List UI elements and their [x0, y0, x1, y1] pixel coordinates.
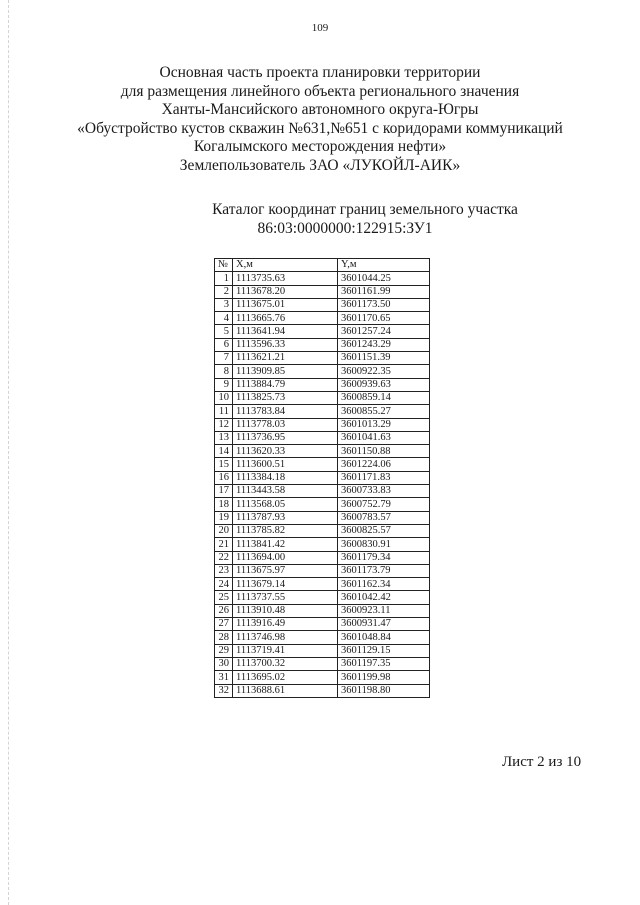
row-y: 3601257.24	[338, 325, 430, 338]
row-x: 1113746.98	[233, 631, 338, 644]
row-x: 1113679.14	[233, 578, 338, 591]
row-number: 27	[215, 618, 233, 631]
row-y: 3601041.63	[338, 431, 430, 444]
row-number: 25	[215, 591, 233, 604]
row-number: 7	[215, 352, 233, 365]
row-number: 8	[215, 365, 233, 378]
header-line: Ханты-Мансийского автономного округа-Югры	[161, 101, 479, 119]
table-row	[215, 391, 430, 404]
row-x: 1113910.48	[233, 604, 338, 617]
row-x: 1113675.97	[233, 564, 338, 577]
table-row	[215, 338, 430, 351]
row-x: 1113443.58	[233, 485, 338, 498]
header-line: Когалымского месторождения нефти»	[193, 138, 447, 156]
table-row	[215, 538, 430, 551]
header-line: для размещения линейного объекта регионального значения	[120, 82, 520, 100]
row-x: 1113737.55	[233, 591, 338, 604]
row-x: 1113568.05	[233, 498, 338, 511]
table-row	[215, 604, 430, 617]
row-number: 11	[215, 405, 233, 418]
sheet-number: Лист 2 из 10	[502, 754, 582, 770]
row-y: 3600830.91	[338, 538, 430, 551]
row-number: 15	[215, 458, 233, 471]
row-number: 19	[215, 511, 233, 524]
row-y: 3601171.83	[338, 471, 430, 484]
row-x: 1113916.49	[233, 618, 338, 631]
row-x: 1113641.94	[233, 325, 338, 338]
row-x: 1113736.95	[233, 431, 338, 444]
table-row	[215, 431, 430, 444]
catalog-parcel-number: 86:03:0000000:122915:ЗУ1	[257, 220, 433, 237]
row-number: 31	[215, 671, 233, 684]
row-y: 3601161.99	[338, 285, 430, 298]
table-row	[215, 298, 430, 311]
table-row	[215, 272, 430, 285]
row-number: 17	[215, 485, 233, 498]
row-number: 26	[215, 604, 233, 617]
row-y: 3600931.47	[338, 618, 430, 631]
row-x: 1113700.32	[233, 657, 338, 670]
row-y: 3601048.84	[338, 631, 430, 644]
row-number: 12	[215, 418, 233, 431]
row-x: 1113841.42	[233, 538, 338, 551]
row-x: 1113825.73	[233, 391, 338, 404]
row-y: 3600752.79	[338, 498, 430, 511]
row-y: 3600733.83	[338, 485, 430, 498]
row-number: 29	[215, 644, 233, 657]
catalog-title	[0, 200, 640, 238]
row-x: 1113719.41	[233, 644, 338, 657]
table-row	[215, 352, 430, 365]
row-x: 1113694.00	[233, 551, 338, 564]
row-number: 22	[215, 551, 233, 564]
table-row	[215, 458, 430, 471]
row-x: 1113688.61	[233, 684, 338, 697]
header-line: «Обустройство кустов скважин №631,№651 с коридорами коммуникаций	[77, 119, 563, 137]
table-row	[215, 325, 430, 338]
row-x: 1113678.20	[233, 285, 338, 298]
table-row	[215, 578, 430, 591]
header-line: Основная часть проекта планировки территории	[159, 64, 481, 81]
row-number: 2	[215, 285, 233, 298]
row-y: 3601197.35	[338, 657, 430, 670]
row-y: 3600825.57	[338, 524, 430, 537]
table-row	[215, 618, 430, 631]
row-y: 3601198.80	[338, 684, 430, 697]
row-x: 1113621.21	[233, 352, 338, 365]
table-row	[215, 551, 430, 564]
table-row	[215, 418, 430, 431]
table-row	[215, 644, 430, 657]
row-x: 1113596.33	[233, 338, 338, 351]
row-x: 1113735.63	[233, 272, 338, 285]
header-y: Y,м	[338, 259, 430, 272]
table-row	[215, 498, 430, 511]
table-row	[215, 471, 430, 484]
row-number: 5	[215, 325, 233, 338]
row-y: 3600923.11	[338, 604, 430, 617]
row-x: 1113778.03	[233, 418, 338, 431]
row-y: 3601170.65	[338, 312, 430, 325]
row-y: 3601042.42	[338, 591, 430, 604]
table-row	[215, 631, 430, 644]
row-y: 3601199.98	[338, 671, 430, 684]
row-number: 13	[215, 431, 233, 444]
table-row	[215, 684, 430, 697]
row-y: 3601150.88	[338, 445, 430, 458]
row-y: 3601129.15	[338, 644, 430, 657]
table-row	[215, 524, 430, 537]
row-x: 1113909.85	[233, 365, 338, 378]
row-number: 30	[215, 657, 233, 670]
row-number: 6	[215, 338, 233, 351]
header-line: Землепользователь ЗАО «ЛУКОЙЛ-АИК»	[179, 156, 461, 174]
row-number: 4	[215, 312, 233, 325]
row-x: 1113884.79	[233, 378, 338, 391]
row-x: 1113695.02	[233, 671, 338, 684]
row-y: 3600855.27	[338, 405, 430, 418]
table-row	[215, 657, 430, 670]
row-x: 1113620.33	[233, 445, 338, 458]
table-row	[215, 405, 430, 418]
row-number: 28	[215, 631, 233, 644]
table-row	[215, 365, 430, 378]
row-y: 3600859.14	[338, 391, 430, 404]
row-y: 3601243.29	[338, 338, 430, 351]
table-row	[215, 378, 430, 391]
row-x: 1113785.82	[233, 524, 338, 537]
header-number: №	[215, 259, 233, 272]
row-number: 21	[215, 538, 233, 551]
row-number: 18	[215, 498, 233, 511]
row-number: 1	[215, 272, 233, 285]
row-y: 3600939.63	[338, 378, 430, 391]
table-header-row	[215, 259, 430, 272]
row-number: 14	[215, 445, 233, 458]
row-y: 3601044.25	[338, 272, 430, 285]
row-number: 10	[215, 391, 233, 404]
page-number: 109	[311, 22, 329, 34]
row-x: 1113783.84	[233, 405, 338, 418]
row-number: 9	[215, 378, 233, 391]
row-x: 1113665.76	[233, 312, 338, 325]
row-x: 1113675.01	[233, 298, 338, 311]
table-row	[215, 671, 430, 684]
table-row	[215, 511, 430, 524]
row-y: 3601224.06	[338, 458, 430, 471]
coordinates-table	[214, 258, 430, 698]
row-y: 3601151.39	[338, 352, 430, 365]
row-y: 3600922.35	[338, 365, 430, 378]
header-x: X,м	[233, 259, 338, 272]
row-y: 3601013.29	[338, 418, 430, 431]
row-number: 3	[215, 298, 233, 311]
row-y: 3601162.34	[338, 578, 430, 591]
table-row	[215, 312, 430, 325]
table-row	[215, 591, 430, 604]
row-number: 24	[215, 578, 233, 591]
row-number: 16	[215, 471, 233, 484]
row-number: 23	[215, 564, 233, 577]
table-row	[215, 564, 430, 577]
row-y: 3601179.34	[338, 551, 430, 564]
row-y: 3600783.57	[338, 511, 430, 524]
row-x: 1113787.93	[233, 511, 338, 524]
row-x: 1113600.51	[233, 458, 338, 471]
catalog-title-text: Каталог координат границ земельного участка	[212, 201, 518, 218]
row-x: 1113384.18	[233, 471, 338, 484]
row-number: 32	[215, 684, 233, 697]
table-row	[215, 445, 430, 458]
row-y: 3601173.79	[338, 564, 430, 577]
document-header	[0, 64, 640, 176]
row-y: 3601173.50	[338, 298, 430, 311]
table-row	[215, 285, 430, 298]
table-row	[215, 485, 430, 498]
table-body	[215, 272, 430, 698]
row-number: 20	[215, 524, 233, 537]
